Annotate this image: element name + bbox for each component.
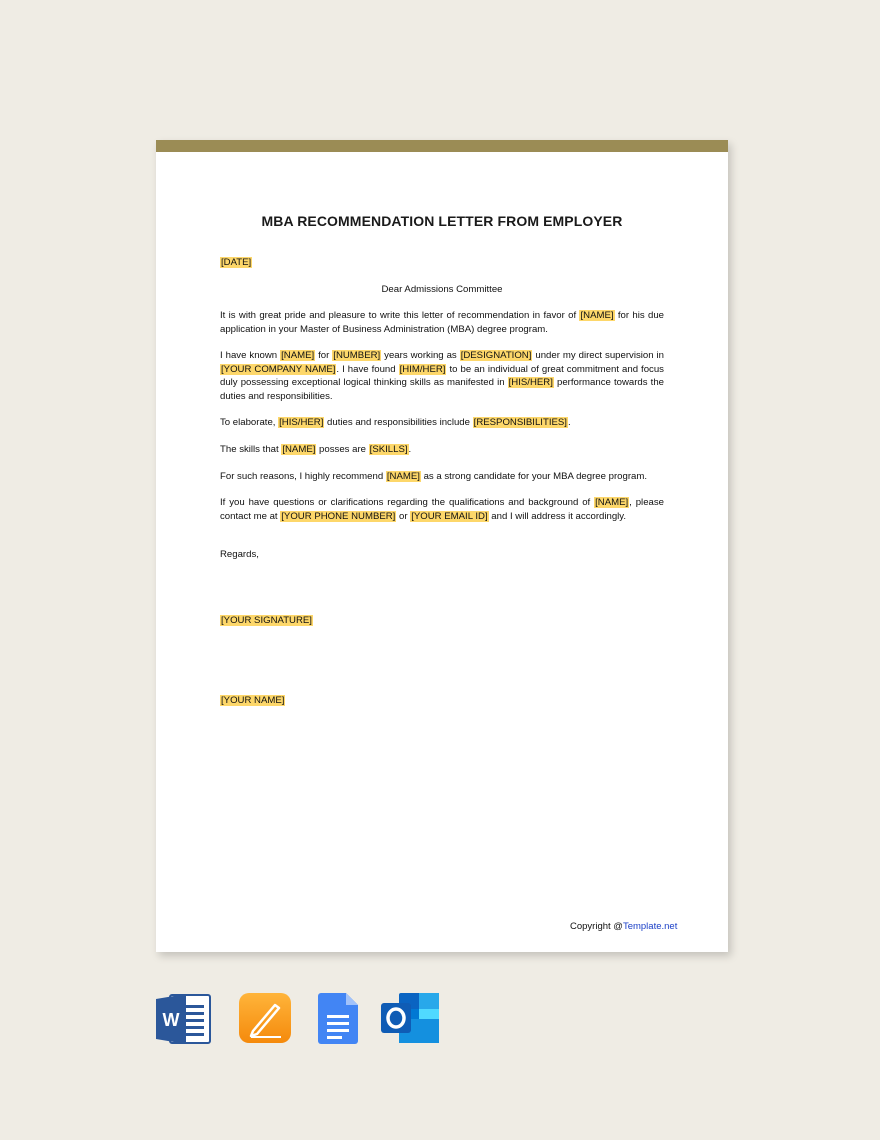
name-placeholder: [NAME] (386, 471, 420, 482)
paragraph-2: I have known [NAME] for [NUMBER] years working as [DESIGNATION] under my direct supervision in [YOUR COMPANY NAME]. I have found [HIM/HER] to be an individual of great commitment and focus duly possessing exceptional logical thinking skills as manifested in [HIS/HER] performance towards the duties and responsibilities. (220, 350, 664, 402)
company-placeholder: [YOUR COMPANY NAME] (221, 363, 336, 375)
name-placeholder: [NAME] (281, 350, 315, 361)
svg-text:W: W (162, 1010, 180, 1030)
template-link[interactable]: Template.net (622, 921, 678, 932)
email-placeholder: [YOUR EMAIL ID] (411, 510, 488, 522)
name-placeholder: [NAME] (595, 497, 629, 508)
name-field (220, 694, 664, 708)
number-placeholder: [NUMBER] (333, 350, 381, 361)
copyright-notice: Copyright @Template.net (570, 921, 678, 932)
paragraph-4: The skills that [NAME] posses are [SKILLS]. (220, 444, 412, 455)
pronoun-placeholder: [HIM/HER] (399, 363, 446, 375)
date-placeholder: [DATE] (221, 257, 252, 268)
responsibilities-placeholder: [RESPONSIBILITIES] (473, 417, 567, 428)
paragraph-5: For such reasons, I highly recommend [NAME] as a strong candidate for your MBA degree program. (220, 471, 648, 482)
salutation: Dear Admissions Committee (381, 284, 503, 295)
closing: Regards, (220, 549, 259, 560)
paragraph-6: If you have questions or clarifications regarding the qualifications and background of [NAME], please contact me at [YOUR PHONE NUMBER] or [YOUR EMAIL ID] and I will address it accordingly. (220, 497, 664, 522)
header-bar (156, 140, 728, 152)
skills-placeholder: [SKILLS] (369, 444, 408, 455)
name-placeholder: [NAME] (282, 444, 316, 455)
paragraph-1: It is with great pride and pleasure to write this letter of recommendation in favor of [NAME] for his due application in your Master of Business Administration (MBA) degree program. (220, 310, 665, 335)
apple-pages-icon[interactable] (239, 993, 291, 1050)
ms-word-icon[interactable] (156, 993, 212, 1050)
signature-placeholder: [YOUR SIGNATURE] (221, 615, 312, 626)
your-name-placeholder: [YOUR NAME] (221, 695, 285, 706)
designation-placeholder: [DESIGNATION] (460, 350, 532, 361)
paragraph-3: To elaborate, [HIS/HER] duties and responsibilities include [RESPONSIBILITIES]. (220, 417, 571, 428)
phone-placeholder: [YOUR PHONE NUMBER] (281, 510, 396, 522)
document-page (156, 140, 728, 952)
pronoun-placeholder: [HIS/HER] (508, 377, 553, 388)
name-placeholder: [NAME] (580, 310, 614, 321)
google-docs-icon[interactable] (318, 993, 358, 1050)
pronoun-placeholder: [HIS/HER] (279, 417, 324, 428)
ms-outlook-icon[interactable] (379, 993, 439, 1050)
signature-field (220, 614, 664, 628)
date-field (220, 256, 664, 270)
document-title: MBA RECOMMENDATION LETTER FROM EMPLOYER (261, 213, 623, 229)
